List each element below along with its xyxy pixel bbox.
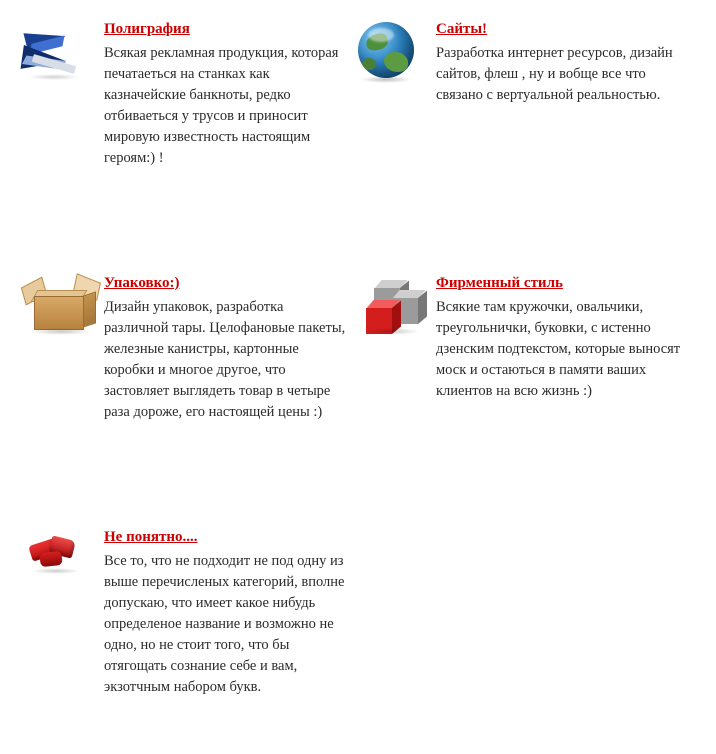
service-title-print[interactable]: Полиграфия: [104, 21, 190, 37]
service-text-unclear: Все то, что не подходит не под одну из выше перечисленых категорий, вполне допускаю, что имеет какое нибудь определеное название и возможно не одно, но не стоит того, что бы отягощать сознание себе и вам, экзотчным набором букв.: [104, 553, 345, 695]
card-icon-slot: [20, 272, 104, 348]
service-text-sites: Разработка интернет ресурсов, дизайн сайтов, флеш , ну и вобще все что связано с вертуальной реальностью.: [436, 45, 673, 103]
service-title-sites[interactable]: Сайты!: [436, 21, 488, 37]
service-text-print: Всякая рекламная продукция, которая печатаеться на станках как казначейские банкноты, редко отбиваеться у трусов и приносит мировую известность настоящим героям:) !: [104, 45, 339, 166]
card-body: [104, 272, 350, 423]
open-box-icon: [20, 272, 104, 342]
globe-icon: [352, 18, 424, 88]
service-title-brand[interactable]: Фирменный стиль: [436, 275, 563, 291]
card-body: [436, 272, 692, 402]
cubes-icon: [352, 272, 432, 342]
service-card-print: [20, 18, 350, 169]
paper-planes-icon: [20, 18, 100, 88]
service-card-package: [20, 272, 350, 423]
service-card-brand: [352, 272, 692, 402]
card-icon-slot: [352, 18, 436, 94]
service-text-package: Дизайн упаковок, разработка различной тары. Целофановые пакеты, железные канистры, картонные коробки и многое другое, что застовляет выглядеть товар в четыре раза дороже, его настоящей цены :): [104, 299, 346, 420]
service-text-brand: Всякие там кружочки, овальчики, треугольнички, буковки, с истенно дзенским подтекстом, которые выносят моск и остаються в памяти ваших клиентов на всю жизнь :): [436, 299, 681, 399]
service-title-package[interactable]: Упаковко:): [104, 275, 180, 291]
red-ribbon-icon: [20, 526, 100, 586]
card-body: [104, 526, 350, 698]
card-icon-slot: [352, 272, 436, 348]
service-card-unclear: [20, 526, 350, 698]
card-icon-slot: [20, 526, 104, 602]
card-body: [436, 18, 692, 106]
service-title-unclear[interactable]: Не понятно....: [104, 529, 198, 545]
card-icon-slot: [20, 18, 104, 94]
card-body: [104, 18, 350, 169]
service-card-sites: [352, 18, 692, 106]
